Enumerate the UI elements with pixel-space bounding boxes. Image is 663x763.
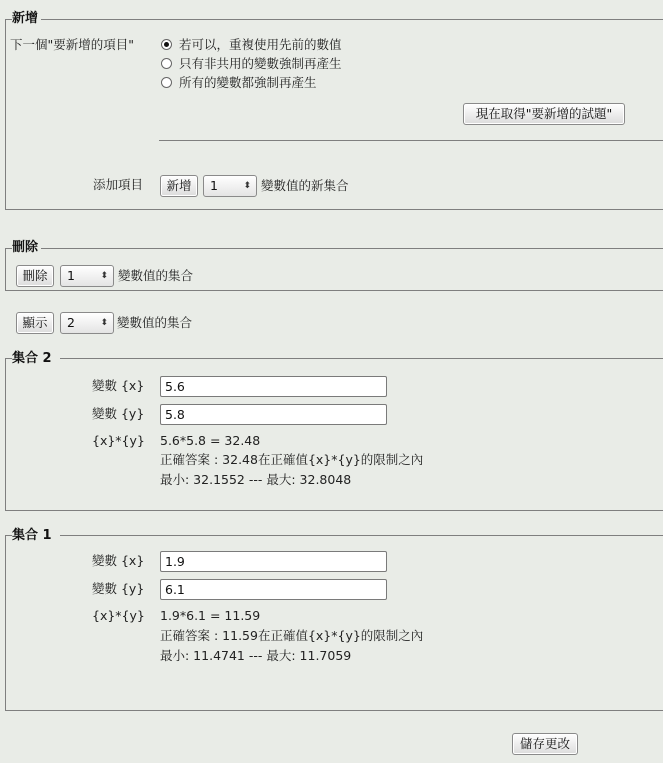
set-1-var-y-label: 變數 {y}	[92, 581, 145, 596]
add-button[interactable]: 新增	[160, 175, 198, 197]
set-1-range-line: 最小: 11.4741 --- 最大: 11.7059	[160, 648, 352, 663]
radio-regenerate-all[interactable]	[161, 77, 172, 88]
delete-suffix-label: 變數值的集合	[118, 268, 194, 283]
set-1-var-y-input[interactable]: 6.1	[160, 579, 387, 600]
set-2-var-x-input[interactable]: 5.6	[160, 376, 387, 397]
set-1-answer-line: 正確答案 : 11.59在正確值{x}*{y}的限制之內	[160, 628, 424, 643]
show-suffix-label: 變數值的集合	[117, 315, 193, 330]
delete-count-value: 1	[67, 268, 75, 283]
add-items-label: 添加項目	[93, 177, 144, 192]
add-count-value: 1	[210, 178, 218, 193]
set-1-formula-label: {x}*{y}	[92, 608, 145, 623]
set-2-legend: 集合 2	[12, 351, 60, 367]
select-updown-icon: ⬍	[243, 181, 251, 191]
set-2-range-line: 最小: 32.1552 --- 最大: 32.8048	[160, 472, 352, 487]
delete-legend: 刪除	[12, 240, 41, 256]
radio-regenerate-nonshared-label: 只有非共用的變數強制再產生	[179, 56, 342, 71]
set-1-var-x-input[interactable]: 1.9	[160, 551, 387, 572]
set-2-var-x-label: 變數 {x}	[92, 378, 145, 393]
add-legend: 新增	[12, 11, 41, 27]
set-1-var-x-label: 變數 {x}	[92, 553, 145, 568]
set-2-var-y-input[interactable]: 5.8	[160, 404, 387, 425]
show-button[interactable]: 顯示	[16, 312, 54, 334]
add-divider	[159, 140, 663, 141]
add-count-select[interactable]	[203, 175, 257, 197]
add-suffix-label: 變數值的新集合	[261, 178, 349, 193]
set-2-formula-label: {x}*{y}	[92, 433, 145, 448]
radio-reuse-values-label: 若可以，重複使用先前的數值	[179, 37, 342, 52]
show-count-select[interactable]	[60, 312, 114, 334]
select-updown-icon: ⬍	[100, 271, 108, 281]
save-changes-button[interactable]: 儲存更改	[512, 733, 578, 755]
set-2-var-y-label: 變數 {y}	[92, 406, 145, 421]
radio-regenerate-all-label: 所有的變數都強制再產生	[179, 75, 317, 90]
radio-regenerate-nonshared[interactable]	[161, 58, 172, 69]
select-updown-icon: ⬍	[100, 318, 108, 328]
delete-count-select[interactable]	[60, 265, 114, 287]
set-2-answer-line: 正確答案 : 32.48在正確值{x}*{y}的限制之內	[160, 452, 424, 467]
set-1-legend: 集合 1	[12, 528, 60, 544]
delete-button[interactable]: 刪除	[16, 265, 54, 287]
set-1-formula-result: 1.9*6.1 = 11.59	[160, 608, 261, 623]
show-count-value: 2	[67, 315, 75, 330]
radio-reuse-values[interactable]	[161, 39, 172, 50]
next-item-label: 下一個"要新增的項目"	[10, 37, 134, 52]
get-next-item-now-button[interactable]: 現在取得"要新增的試題"	[463, 103, 625, 125]
set-2-formula-result: 5.6*5.8 = 32.48	[160, 433, 261, 448]
